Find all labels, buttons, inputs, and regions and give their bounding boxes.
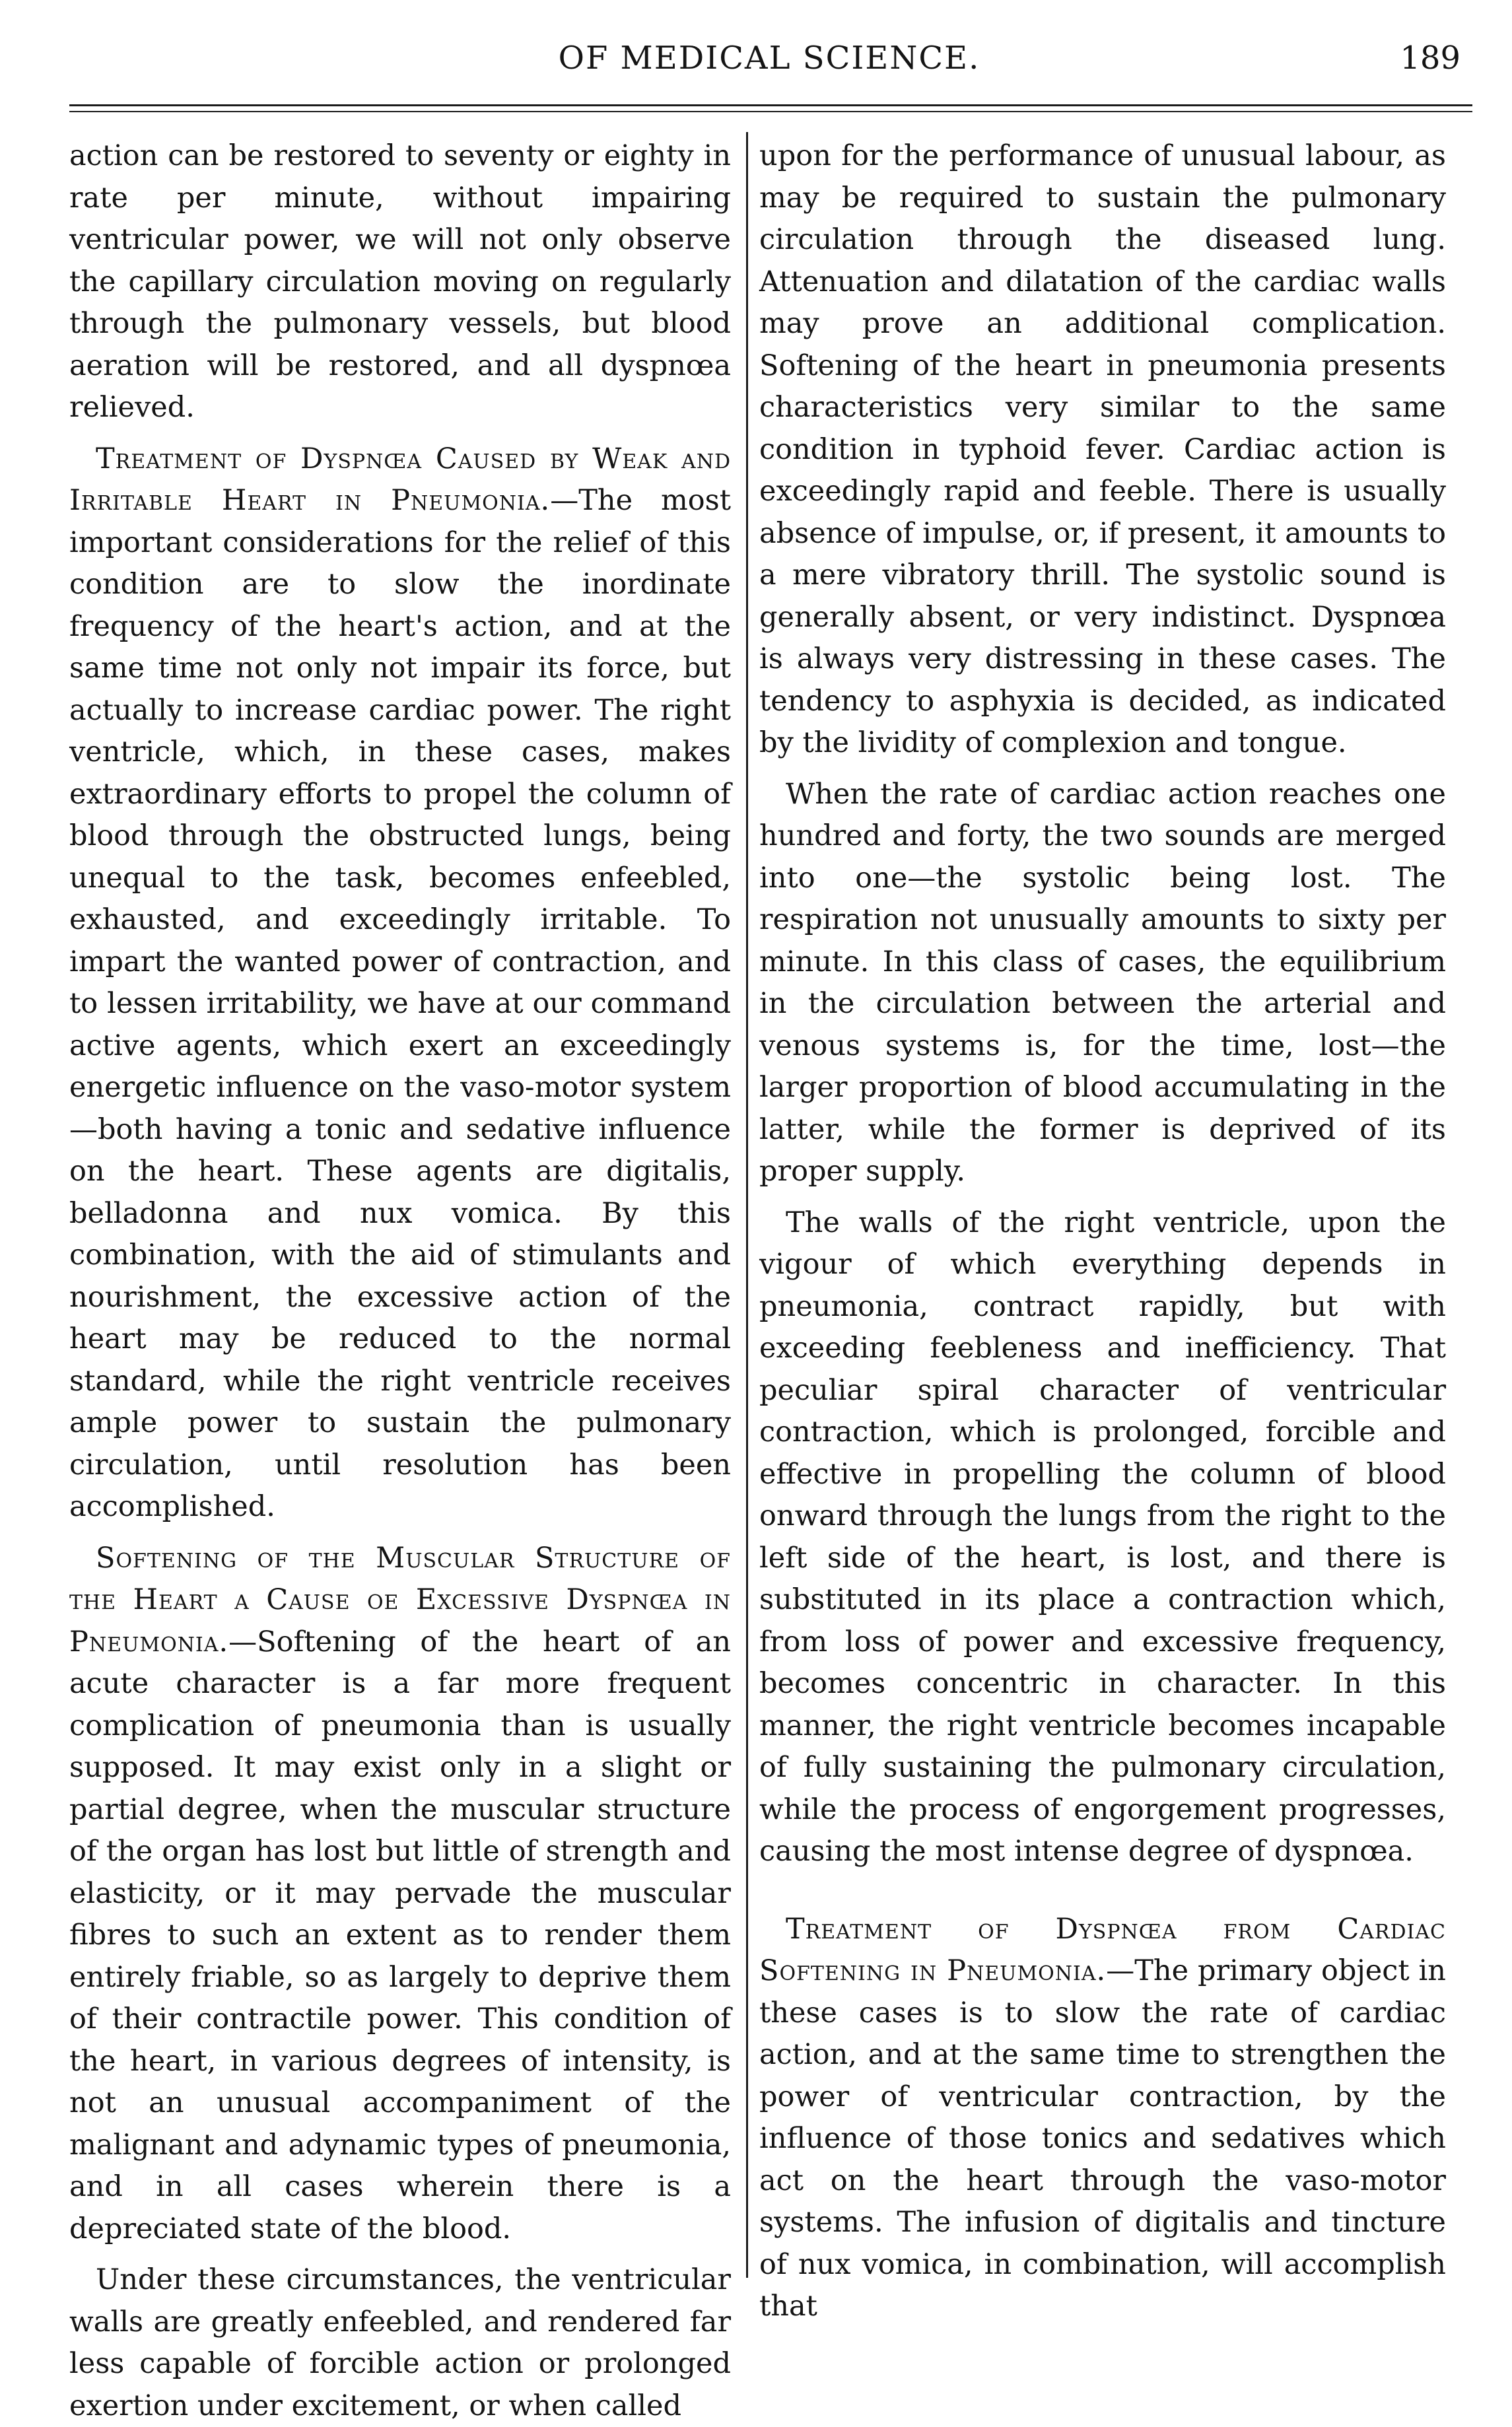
page-header: [66, 28, 1472, 81]
right-column: [759, 135, 1446, 2323]
header-rule-bottom: [69, 111, 1472, 112]
section-paragraph: [69, 438, 731, 1528]
running-title: OF MEDICAL SCIENCE.: [558, 40, 980, 77]
header-rule-top: [69, 104, 1472, 106]
section-text: —Softening of the heart of an acute character is a far more frequent complication of pneumonia than is usually supposed. It may exist only in a slight or partial degree, when the muscular structure of the organ has lost but little of strength and elasticity, or it may pervade the muscular fibres to such an extent as to render them entirely friable, so as largely to deprive them of their contractile power. This condition of the heart, in various degrees of intensity, is not an unusual accompaniment of the malignant and adynamic types of pneumonia, and in all cases wherein there is a depreciated state of the blood.: [69, 1625, 731, 2245]
section-paragraph: [69, 1538, 731, 2251]
page-number: 189: [1400, 40, 1460, 77]
section-heading: Softening of the Muscular Structure of the Heart a Cause oe Excessive Dyspnœa in Pneumonia.: [69, 1541, 731, 1658]
paragraph: upon for the performance of unusual labour, as may be required to sustain the pulmonary circulation through the diseased lung. Attenuation and dilatation of the cardiac walls may prove an additional complication. Softening of the heart in pneumonia presents characteristics very similar to the same condition in typhoid fever. Cardiac action is exceedingly rapid and feeble. There is usually absence of impulse, or, if present, it amounts to a mere vibratory thrill. The systolic sound is generally absent, or very indistinct. Dyspnœa is always very distressing in these cases. The tendency to asphyxia is decided, as indicated by the lividity of complexion and tongue.: [759, 139, 1446, 759]
column-divider: [746, 132, 748, 2278]
left-column: [69, 135, 732, 2422]
section-gap: [759, 1882, 1446, 1909]
paragraph: When the rate of cardiac action reaches one hundred and forty, the two sounds are merged into one—the systolic being lost. The respiration not unusually amounts to sixty per minute. In this class of cases, the equilibrium in the circulation between the arterial and venous systems is, for the time, lost—the larger proportion of blood accumulating in the latter, while the former is deprived of its proper supply.: [759, 777, 1446, 1188]
section-heading: Treatment of Dyspnœa from Cardiac Softening in Pneumonia.: [759, 1912, 1446, 1987]
section-text: —The primary object in these cases is to slow the rate of cardiac action, and at the same time to strengthen the power of ventricular contraction, by the influence of those tonics and sedatives which act on the heart through the vaso-motor systems. The infusion of digitalis and tincture of nux vomica, in combination, will accomplish that: [759, 1954, 1446, 2323]
section-heading: Treatment of Dyspnœa Caused by Weak and Irritable Heart in Pneumonia.: [69, 442, 731, 517]
section-text: —The most important considerations for the relief of this condition are to slow the inordinate frequency of the heart's action, and at the same time not only not impair its force, but actually to increase cardiac power. The right ventricle, which, in these cases, makes extraordinary efforts to propel the column of blood through the obstructed lungs, being unequal to the task, becomes enfeebled, exhausted, and exceedingly irritable. To impart the wanted power of contraction, and to lessen irritability, we have at our command active agents, which exert an exceedingly energetic influence on the vaso-motor system—both having a tonic and sedative influence on the heart. These agents are digitalis, belladonna and nux vomica. By this combination, with the aid of stimulants and nourishment, the excessive action of the heart may be reduced to the normal standard, while the right ventricle receives ample power to sustain the pulmonary circulation, until resolution has been accomplished.: [69, 484, 732, 1523]
paragraph: The walls of the right ventricle, upon the vigour of which everything depends in pneumonia, contract rapidly, but with exceeding feebleness and inefficiency. That peculiar spiral character of ventricular contraction, which is prolonged, forcible and effective in propelling the column of blood onward through the lungs from the right to the left side of the heart, is lost, and there is substituted in its place a contraction which, from loss of power and excessive frequency, becomes concentric in character. In this manner, the right ventricle becomes incapable of fully sustaining the pulmonary circulation, while the process of engorgement progresses, causing the most intense degree of dyspnœa.: [759, 1206, 1446, 1868]
section-paragraph: [759, 1909, 1446, 2328]
paragraph: action can be restored to seventy or eighty in rate per minute, without impairing ventricular power, we will not only observe the capillary circulation moving on regularly through the pulmonary vessels, but blood aeration will be restored, and all dyspnœa relieved.: [69, 139, 731, 424]
paragraph: Under these circumstances, the ventricular walls are greatly enfeebled, and rendered far less capable of forcible action or prolonged exertion under excitement, or when called: [69, 2263, 731, 2422]
